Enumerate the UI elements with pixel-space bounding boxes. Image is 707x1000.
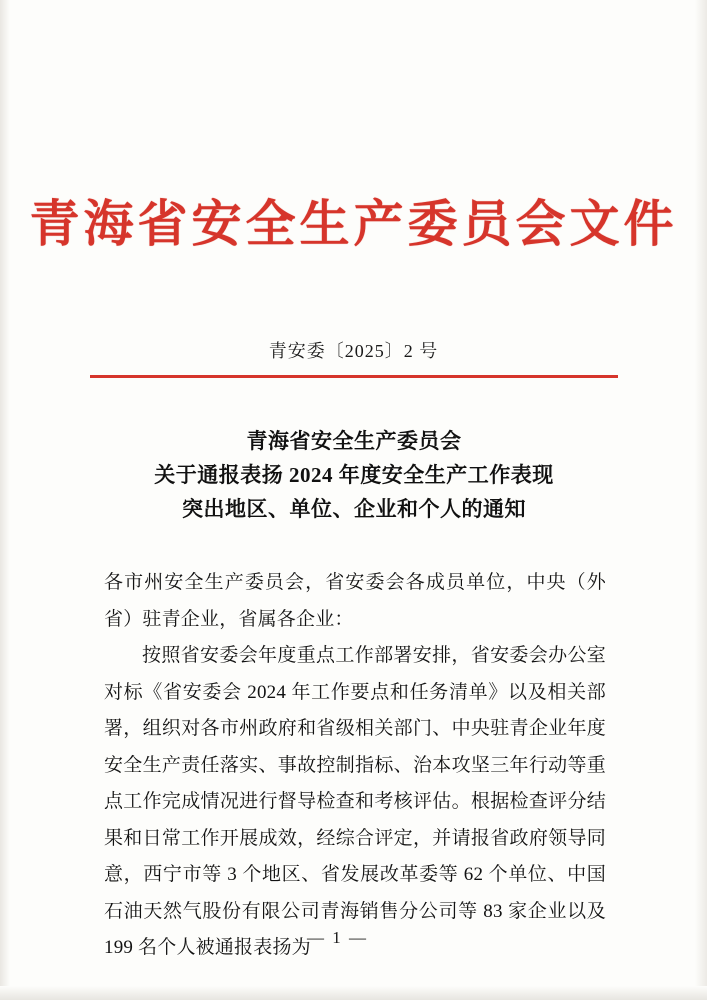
- document-subject: [98, 424, 610, 526]
- body-paragraph-1: 按照省安委会年度重点工作部署安排，省安委会办公室对标《省安委会 2024 年工作要点和任务清单》以及相关部署，组织对各市州政府和省级相关部门、中央驻青企业年度安全生产责任落实、事故控制指标、治本攻坚三年行动等重点工作完成情况进行督导检查和考核评估。根据检查评分结果和日常工作开展成效，经综合评定，并请报省政府领导同意，西宁市等 3 个地区、省发展改革委等 62 个单位、中国石油天然气股份有限公司青海销售分公司等 83 家企业以及 199 名个人被通报表扬为: [104, 645, 606, 958]
- page-edge-right: [695, 0, 707, 1000]
- page-edge-left: [0, 0, 10, 1000]
- subject-line-2: 关于通报表扬 2024 年度安全生产工作表现: [154, 463, 554, 487]
- subject-line-3: 突出地区、单位、企业和个人的通知: [182, 497, 526, 521]
- page-edge-bottom: [0, 986, 707, 1000]
- document-number: 青安委〔2025〕2 号: [268, 341, 439, 361]
- addressee-paragraph: 各市州安全生产委员会，省安委会各成员单位，中央（外省）驻青企业，省属各企业：: [104, 572, 606, 630]
- document-body: [104, 565, 606, 967]
- red-divider-rule: [90, 375, 618, 378]
- subject-line-1: 青海省安全生产委员会: [246, 429, 462, 453]
- document-title: 青海省安全生产委员会文件: [29, 196, 678, 252]
- page-number: — 1 —: [307, 928, 368, 947]
